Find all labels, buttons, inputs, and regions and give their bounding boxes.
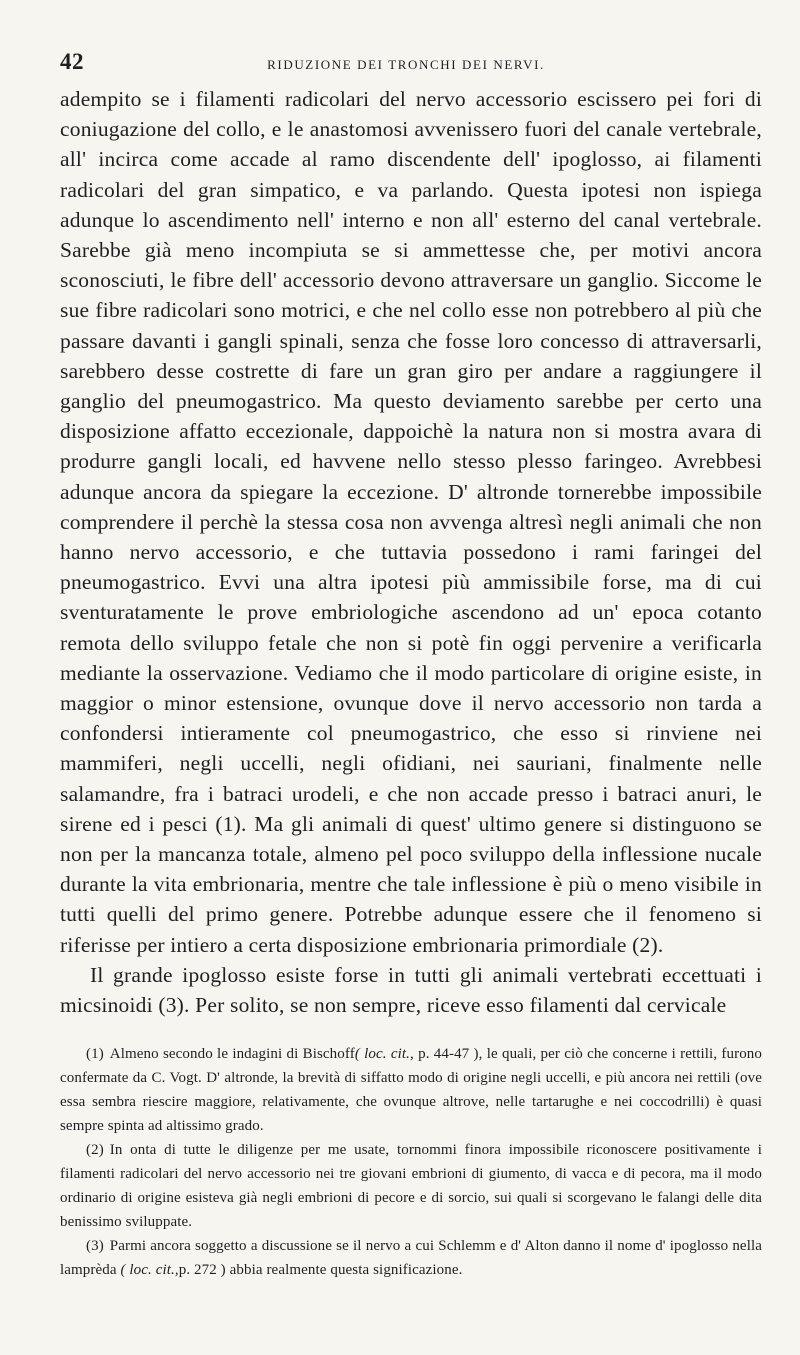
footnote-2 bbox=[60, 1138, 762, 1234]
body-paragraph-2: Il grande ipoglosso esiste forse in tutti gli animali vertebrati eccettuati i micsinoidi (3). Per solito, se non sempre, riceve esso filamenti dal cervicale bbox=[60, 962, 762, 1018]
footnote-citation: ( loc. cit., bbox=[354, 1046, 414, 1063]
footnote-marker: (1) bbox=[86, 1046, 104, 1063]
footnote-text: In onta di tutte le diligenze per me usate, tornommi finora impossibile riconoscere positivamente i filamenti radicolari del nervo accessorio nei tre giovani embrioni di giumento, di vacca e di pecora, ma il modo ordinario di origine esisteva già negli embrioni di pecore e di sorcio, sui quali si scorgevano le falangi delle dita benissimo sviluppate. bbox=[60, 1142, 762, 1231]
footnote-text: Almeno secondo le indagini di Bischoff bbox=[109, 1046, 355, 1063]
main-text bbox=[60, 84, 762, 1020]
footnote-marker: (3) bbox=[86, 1238, 104, 1255]
body-paragraph-1: adempito se i filamenti radicolari del nervo accessorio escissero pei fori di coniugazione del collo, e le anastomosi avvenissero fuori del canale vertebrale, all' incirca come accade al ramo discendente dell' ipoglosso, ai filamenti radicolari del gran simpatico, e va parlando. Questa ipotesi non ispiega adunque lo ascendimento nell' interno e non all' esterno del canal vertebrale. Sarebbe già meno incompiuta se si ammettesse che, per motivi ancora sconosciuti, le fibre dell' accessorio devono attraversare un ganglio. Siccome le sue fibre radicolari sono motrici, e che nel collo esse non potrebbero al più che passare davanti i gangli spinali, senza che fosse loro concesso di attraversarli, sarebbero desse costrette di fare un gran giro per andare a raggiungere il ganglio del pneumogastrico. Ma questo deviamento sarebbe per certo una disposizione affatto eccezionale, dappoichè la natura non si mostra avara di produrre gangli locali, ed havvene nello stesso plesso faringeo. Avrebbesi adunque ancora da spiegare la eccezione. D' altronde tornerebbe impossibile comprendere il perchè la stessa cosa non avvenga altresì negli animali che non hanno nervo accessorio, e che tuttavia possedono i rami faringei del pneumogastrico. Evvi una altra ipotesi più ammissibile forse, ma di cui sventuratamente le prove embriologiche ascendono ad un' epoca cotanto remota dello sviluppo fetale che non si potè fin oggi pervenire a verificarla mediante la osservazione. Vediamo che il modo particolare di origine esiste, in maggior o minor estensione, ovunque dove il nervo accessorio non tarda a confondersi intieramente col pneumogastrico, che esso si rinviene nei mammiferi, negli uccelli, negli ofidiani, nei sauriani, finalmente nelle salamandre, fra i batraci urodeli, e che non accade presso i batraci anuri, le sirene ed i pesci (1). Ma gli animali di quest' ultimo genere si distinguono se non per la mancanza totale, almeno pel poco sviluppo della inflessione nucale durante la vita embrionaria, mentre che tale inflessione è più o meno visibile in tutti quelli del primo genere. Potrebbe adunque essere che il fenomeno si riferisse per intiero a certa disposizione embrionaria primordiale (2). bbox=[60, 87, 762, 957]
footnotes bbox=[60, 1042, 762, 1282]
footnote-text: Parmi ancora soggetto a discussione se il nervo a cui Schlemm e d' Alton danno il nome d' ipoglosso nella lamprèda bbox=[60, 1238, 762, 1279]
page bbox=[60, 50, 762, 1310]
running-head bbox=[60, 50, 762, 76]
footnote-marker: (2) bbox=[86, 1142, 104, 1159]
footnote-3 bbox=[60, 1234, 762, 1282]
page-number: 42 bbox=[60, 49, 84, 74]
running-title: RIDUZIONE DEI TRONCHI DEI NERVI. bbox=[267, 57, 545, 72]
footnote-text: p. 44-47 ), le quali, per ciò che concerne i rettili, furono confermate da C. Vogt. D' altronde, la brevità di siffatto modo di origine negli uccelli, e più ancora nei rettili (ove essa sembra riescire maggiore, relativamente, che ovunque altrove, nelle tartarughe e nei coccodrilli) è quasi sempre spinta ad altissimo grado. bbox=[60, 1046, 762, 1135]
footnote-text: p. 272 ) abbia realmente questa significazione. bbox=[178, 1262, 463, 1279]
footnote-citation: ( loc. cit., bbox=[120, 1262, 179, 1279]
footnote-1 bbox=[60, 1042, 762, 1138]
